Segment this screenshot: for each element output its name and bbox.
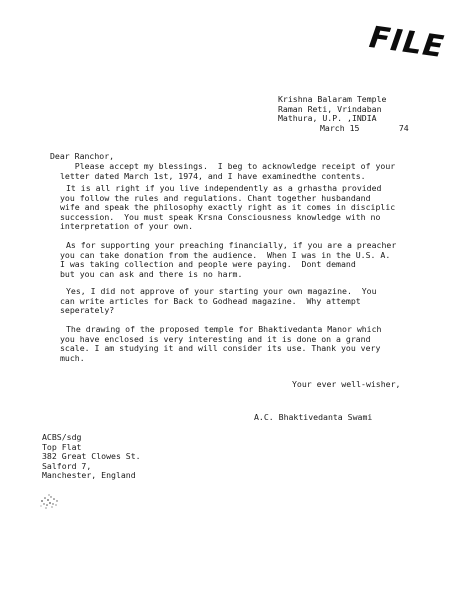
paragraph-line: letter dated March 1st, 1974, and I have examinedthe contents. xyxy=(60,170,366,181)
recipient-address-line: Salford 7, xyxy=(42,460,92,471)
paragraph-5 xyxy=(60,325,460,363)
paragraph-line: As for supporting your preaching financially, if you are a preacher xyxy=(66,240,397,250)
paragraph-line: I was taking collection and people were paying. Dont demand xyxy=(60,259,356,269)
paragraph-line: It is all right if you live independently as a grhastha provided xyxy=(66,183,382,193)
address-line-3: Mathura, U.P. ,INDIA xyxy=(278,113,377,123)
paragraph-line: Yes, I did not approve of your starting your own magazine. You xyxy=(66,286,377,296)
recipient-address-line: 382 Great Clowes St. xyxy=(42,451,141,461)
reference-initials: ACBS/sdg xyxy=(42,432,82,442)
address-line-1: Krishna Balaram Temple xyxy=(278,94,387,104)
paragraph-4 xyxy=(60,287,460,316)
paragraph-line: you have enclosed is very interesting and it is done on a grand xyxy=(60,333,371,344)
recipient-address-line: Manchester, England xyxy=(42,470,136,480)
file-stamp: FILE xyxy=(367,20,447,66)
paragraph-1 xyxy=(60,162,460,181)
paragraph-line: you follow the rules and regulations. Chant together husbandand xyxy=(60,192,371,203)
ink-smudge-mark xyxy=(38,492,62,510)
salutation: Dear Ranchor, xyxy=(50,151,115,161)
paragraph-3 xyxy=(60,241,460,279)
recipient-address-line: Top Flat xyxy=(42,441,82,452)
paragraph-line: interpretation of your own. xyxy=(60,221,194,231)
paragraph-2 xyxy=(60,184,460,232)
paragraph-line: The drawing of the proposed temple for Bhaktivedanta Manor which xyxy=(66,324,382,334)
paragraph-line: Please accept my blessings. I beg to acknowledge receipt of your xyxy=(60,161,396,171)
letter-date: March 15 74 xyxy=(320,123,409,133)
recipient-address-block xyxy=(42,433,141,481)
signature-name: A.C. Bhaktivedanta Swami xyxy=(254,412,373,422)
paragraph-line: seperately? xyxy=(60,305,115,315)
paragraph-line: can write articles for Back to Godhead magazine. Why attempt xyxy=(60,295,361,306)
paragraph-line: you can take donation from the audience. When I was in the U.S. A. xyxy=(60,249,391,260)
address-line-2: Raman Reti, Vrindaban xyxy=(278,104,382,114)
paragraph-line: but you can ask and there is no harm. xyxy=(60,268,243,279)
paragraph-line: succession. You must speak Krsna Consciousness knowledge with no xyxy=(60,211,381,222)
closing: Your ever well-wisher, xyxy=(292,379,401,389)
paragraph-line: wife and speak the philosophy exactly right as it comes in disciplic xyxy=(60,202,396,212)
paragraph-line: much. xyxy=(60,352,85,363)
paragraph-line: scale. I am studying it and will consider its use. Thank you very xyxy=(60,343,381,353)
